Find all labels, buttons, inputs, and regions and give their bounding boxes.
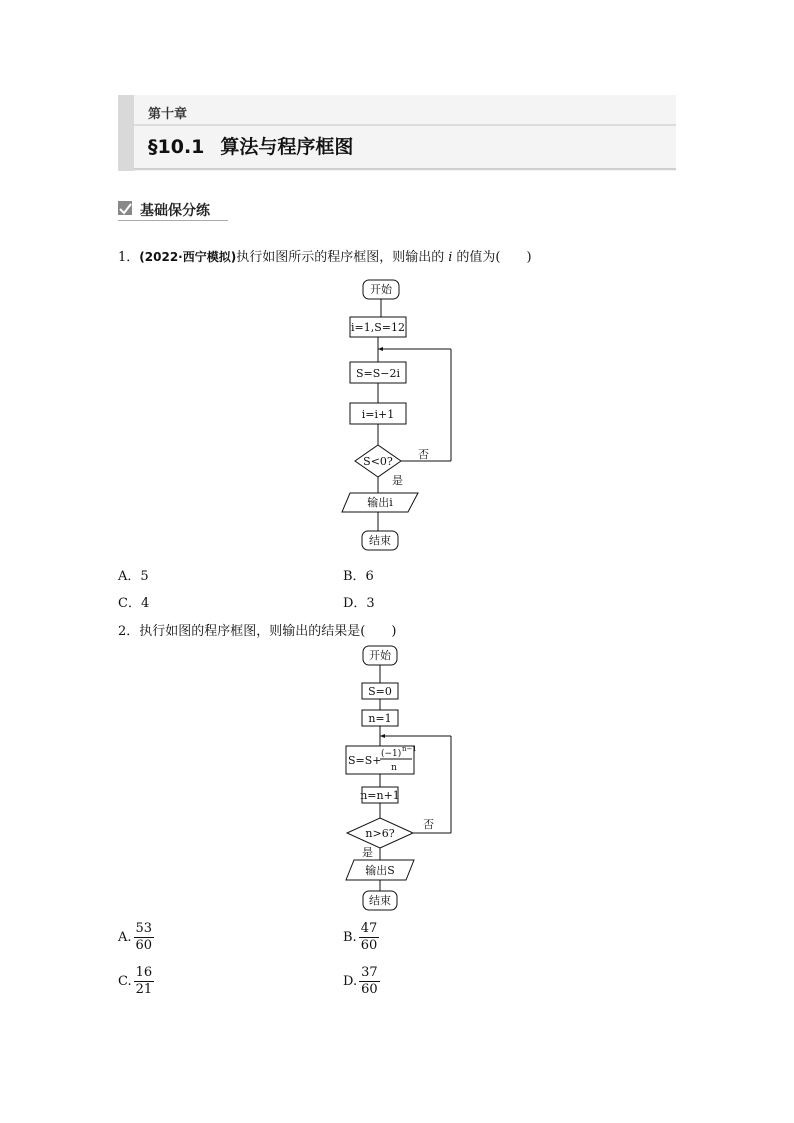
flow2-step-num: (−1) (381, 749, 402, 759)
header-accent-bar (118, 95, 134, 171)
flowchart-2 (330, 640, 470, 918)
practice-label: 基础保分练 (140, 203, 210, 219)
q2-option-a[interactable] (118, 921, 154, 954)
section-name: 算法与程序框图 (220, 136, 354, 158)
practice-underline (118, 220, 228, 221)
flow1-end: 结束 (369, 534, 391, 547)
flow2-yes: 是 (362, 846, 373, 859)
q2-option-a-label: A. (118, 930, 132, 945)
question-1-text: 执行如图所示的程序框图，则输出的 (236, 250, 445, 265)
q2-option-c-den: 21 (135, 982, 153, 997)
question-1-tail: 的值为( ) (456, 250, 532, 265)
q2-option-d-label: D. (343, 974, 358, 989)
section-title (148, 132, 353, 159)
flow1-cond: S<0? (363, 455, 393, 468)
question-2-text: 执行如图的程序框图，则输出的结果是( ) (139, 624, 397, 639)
q2-option-d[interactable] (343, 965, 380, 998)
flow2-step-den: n (391, 763, 397, 773)
flow1-step1: S=S−2i (355, 367, 401, 380)
flow2-step-lhs: S=S+ (348, 754, 382, 767)
q2-option-d-den: 60 (361, 982, 378, 997)
chapter-label: 第十章 (148, 107, 188, 122)
question-1-source: (2022·西宁模拟) (139, 250, 237, 264)
section-number: §10.1 (148, 136, 205, 158)
header-divider (134, 124, 676, 126)
checkbox-icon (118, 201, 132, 215)
question-1-number: 1． (118, 250, 140, 265)
flow2-step2: n=n+1 (360, 789, 400, 802)
practice-heading (118, 199, 228, 221)
flow1-start: 开始 (370, 283, 392, 296)
question-2 (118, 620, 396, 639)
flow2-cond: n>6? (365, 827, 395, 840)
flow2-end: 结束 (369, 894, 391, 907)
question-1-var: i (448, 250, 453, 265)
flow1-yes: 是 (392, 474, 403, 487)
flow2-init-s: S=0 (368, 685, 392, 698)
flow1-init: i=1,S=12 (351, 321, 405, 334)
q2-option-b-label: B. (343, 930, 357, 945)
q2-option-b-den: 60 (360, 938, 378, 953)
question-2-number: 2． (118, 624, 140, 639)
q2-option-a-num: 53 (135, 921, 153, 936)
flow2-output: 输出S (365, 864, 395, 877)
q1-option-d[interactable]: D．3 (343, 596, 375, 611)
flow2-init-n: n=1 (368, 712, 392, 725)
q2-option-c[interactable] (118, 965, 154, 998)
question-1 (118, 246, 532, 265)
q1-option-c[interactable]: C．4 (118, 596, 150, 611)
q1-option-b[interactable]: B．6 (343, 569, 374, 584)
flow1-no: 否 (418, 448, 429, 461)
q2-option-c-label: C. (118, 974, 132, 989)
q2-option-b-num: 47 (360, 921, 378, 936)
header-bottom-rule (134, 168, 676, 170)
q2-option-b[interactable] (343, 921, 379, 954)
q2-option-a-den: 60 (135, 938, 153, 953)
flow2-start: 开始 (369, 649, 391, 662)
flow2-step-exp: n−1 (402, 745, 417, 753)
q2-option-d-num: 37 (361, 965, 378, 980)
flow1-step2: i=i+1 (361, 408, 395, 421)
q2-option-c-num: 16 (135, 965, 153, 980)
flowchart-1 (330, 275, 470, 555)
q1-option-a[interactable]: A．5 (118, 569, 149, 584)
flow2-no: 否 (423, 818, 434, 831)
flow1-output: 输出i (367, 496, 393, 509)
